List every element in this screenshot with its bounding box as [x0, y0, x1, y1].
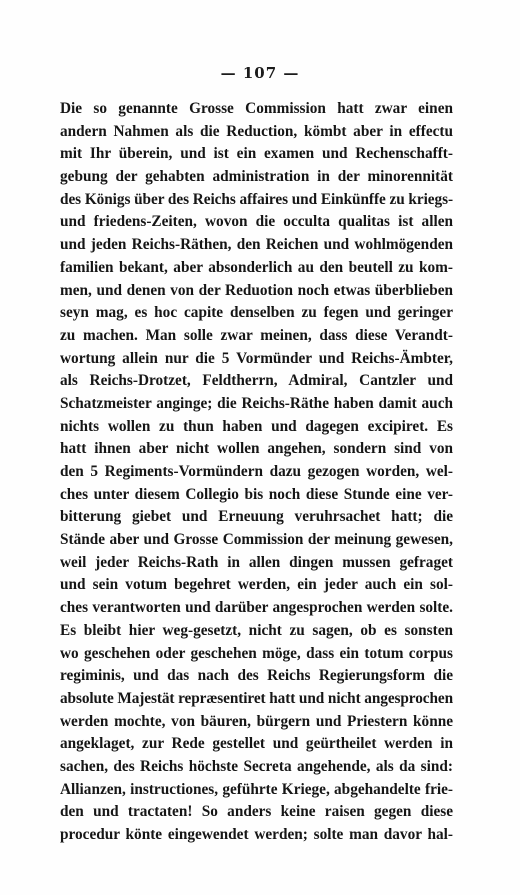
text-line: zu machen. Man solle zwar meinen, dass diese Verandt-: [60, 326, 453, 344]
text-line: seyn mag, es hoc capite denselben zu fegen und geringer: [60, 304, 453, 322]
text-line: absolute Majestät repræsentiret hatt und nicht angesprochen: [60, 689, 453, 707]
page-number-header: — 107 —: [220, 64, 300, 82]
text-line: procedur könte eingewendet werden; solte man davor hal-: [60, 826, 453, 843]
text-line: werden mochte, von bäuren, bürgern und Priestern könne: [60, 712, 453, 730]
text-line: angeklaget, zur Rede gestellet und geürtheilet werden in: [60, 735, 453, 753]
text-line: regiminis, und das nach des Reichs Regierungsform die: [60, 667, 453, 685]
text-line: Es bleibt hier weg-gesetzt, nicht zu sagen, ob es sonsten: [60, 621, 453, 639]
text-line: familien bekant, aber absonderlich au den beutell zu kom-: [60, 258, 453, 276]
text-line: und jeden Reichs-Räthen, den Reichen und wohlmögenden: [60, 236, 453, 254]
text-line: und sein votum begehret werden, ein jeder auch ein sol-: [60, 576, 453, 594]
text-line: wo geschehen oder geschehen möge, dass ein totum corpus: [60, 644, 453, 662]
text-line: und friedens-Zeiten, wovon die occulta qualitas ist allen: [60, 213, 453, 231]
text-line: men, und denen von der Reduotion noch etwas überblieben: [60, 281, 453, 299]
text-line: bitterung giebet und Erneuung veruhrsachet hatt; die: [60, 508, 453, 526]
text-line: gebung der gehabten administration in der minorennität: [60, 168, 453, 186]
text-line: ches unter diesem Collegio bis noch diese Stunde eine ver-: [60, 485, 453, 503]
text-line: hatt ihnen aber nicht wollen angehen, sondern sind von: [60, 440, 453, 458]
text-line: Stände aber und Grosse Commission der meinung gewesen,: [60, 531, 453, 549]
text-line: Allianzen, instructiones, geführte Kriege, abgehandelte frie-: [60, 780, 453, 798]
text-line: ches verantworten und darüber angesprochen werden solte.: [60, 599, 453, 617]
text-line: nichts wollen zu thun haben und dagegen excipiret. Es: [60, 417, 453, 435]
text-line: weil jeder Reichs-Rath in allen dingen mussen gefraget: [60, 553, 453, 571]
text-line: den und tractaten! So anders keine raisen gegen diese: [60, 803, 453, 821]
body-text: [60, 98, 453, 847]
text-line: des Königs über des Reichs affaires und Einkünffe zu kriegs-: [60, 190, 453, 208]
text-line: sachen, des Reichs höchste Secreta angehende, als da sind:: [60, 757, 453, 775]
text-line: als Reichs-Drotzet, Feldtherrn, Admiral, Cantzler und: [60, 372, 453, 390]
text-line: wortung allein nur die 5 Vormünder und Reichs-Ämbter,: [60, 349, 453, 367]
text-line: andern Nahmen als die Reduction, kömbt aber in effectu: [60, 122, 453, 140]
text-line: Die so genannte Grosse Commission hatt zwar einen: [60, 100, 453, 117]
text-line: den 5 Regiments-Vormündern dazu gezogen worden, wel-: [60, 463, 453, 480]
text-line: mit Ihr überein, und ist ein examen und Rechenschafft-: [60, 145, 453, 163]
text-line: Schatzmeister anginge; die Reichs-Räthe haben damit auch: [60, 394, 453, 412]
